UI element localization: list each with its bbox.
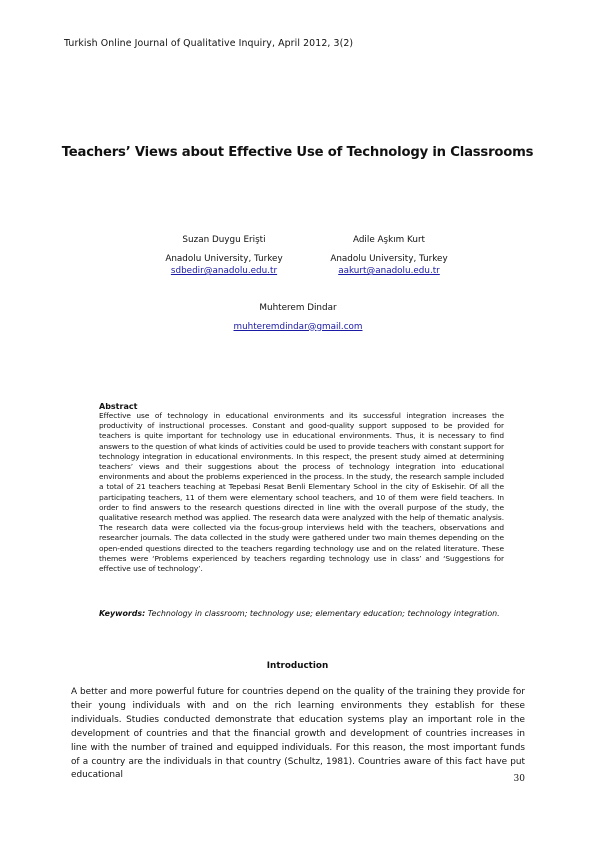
author-name: Suzan Duygu Erişti [182,235,266,245]
page-number: 30 [513,774,525,784]
keywords-text: Technology in classroom; technology use; elementary education; technology integration. [145,609,500,618]
introduction-text: A better and more powerful future for countries depend on the quality of the training they provide for their young individuals with and on the rich learning environments they establish for these individuals. Studies conducted demonstrate that education systems play an important role in the development of countries and that the financial growth and development of countries increases in line with the number of trained and equipped individuals. For this reason, the most important funds of a country are the individuals in that country (Schultz, 1981). Countries aware of this fact have put educational [71,687,525,781]
author-affiliation: Anadolu University, Turkey [330,253,448,264]
introduction-heading: Introduction [266,661,329,671]
author-email-link[interactable]: sdbedir@anadolu.edu.tr [170,266,278,276]
running-header: Turkish Online Journal of Qualitative Inquiry, April 2012, 3(2) [64,38,354,49]
keywords-label: Keywords: [99,609,146,618]
author-block-2 [289,234,489,278]
keywords-line [99,609,519,618]
author-affiliation: Anadolu University, Turkey [165,253,283,264]
author-block-3 [198,302,398,333]
paper-title: Teachers’ Views about Effective Use of Technology in Classrooms [61,145,534,160]
author-name: Adile Aşkım Kurt [352,235,426,245]
author-email-link[interactable]: muhteremdindar@gmail.com [233,321,363,332]
author-name: Muhterem Dindar [259,303,337,313]
abstract-text: Effective use of technology in educational environments and its successful integration increases the productivity of instructional processes. Constant and good-quality support supposed to be provided for teachers is quite important for technology use in educational environments. Thus, it is necessary to find answers to the question of what kinds of activities could be used to provide teachers with constant support for technology integration in educational environments. In this respect, the present study aimed at determining teachers’ views and their suggestions about the process of technology integration into educational environments and about the problems experienced in the process. In the study, the research sample included a total of 21 teachers teaching at Tepebasi Resat Benli Elementary School in the city of Eskisehir. Of all the participating teachers, 11 of them were elementary school teachers, and 10 of them were field teachers. In order to find answers to the research questions directed in line with the overall purpose of the study, the qualitative research method was applied. The research data were analyzed with the help of thematic analysis. The research data were collected via the focus-group interviews held with the teachers, observations and researcher journals. The data collected in the study were gathered under two main themes depending on the open-ended questions directed to the teachers regarding technology use and on the related literature. These themes were ‘Problems experienced by teachers regarding technology use in class’ and ‘Suggestions for effective use of technology’. [99,411,504,574]
abstract-heading: Abstract [99,402,138,411]
author-email-link[interactable]: aakurt@anadolu.edu.tr [338,266,440,276]
